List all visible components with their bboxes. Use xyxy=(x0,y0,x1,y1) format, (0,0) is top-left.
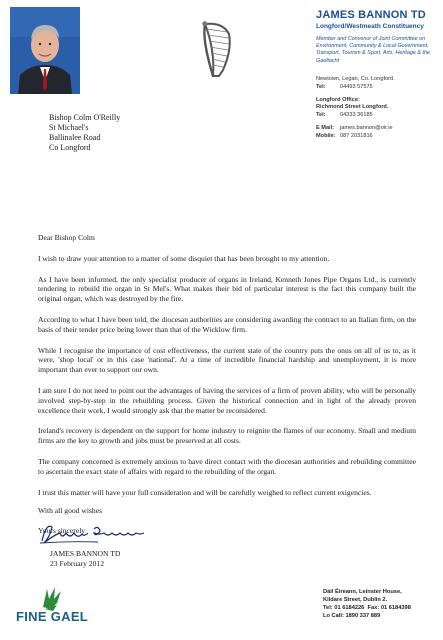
office-tel-line xyxy=(316,112,373,118)
harp-emblem-icon xyxy=(199,20,235,78)
email-label: E Mail: xyxy=(316,125,335,131)
dail-address-line-2: Kildare Street, Dublin 2. xyxy=(323,597,388,603)
home-address: Newtown, Legan, Co. Longford. xyxy=(316,76,395,82)
paragraph-6: Ireland's recovery is dependent on the support for home industry to reignite the flames of our economy. Small and medium firms are the key to growth and jobs must be preserved at all costs. xyxy=(38,426,416,446)
paragraph-2: As I have been informed, the only specialist producer of organs in Ireland, Kenneth Jones Pipe Organs Ltd., is currently tendering to rebuild the organ in St Mel's. What makes their bid of particular interest is the fact this company built the original organ, which was destroyed by the fire. xyxy=(38,274,416,304)
signer-name: JAMES BANNON TD xyxy=(50,549,121,558)
paragraph-4: While I recognise the importance of cost effectiveness, the current state of the country puts the onus on all of us to, as it were, 'shop local' or in this case 'national'. At a time of incredible financial hardship and unemployment, it is more important than ever to support our own. xyxy=(38,345,416,375)
email-line xyxy=(316,125,393,131)
email-address[interactable]: james.bannon@oir.ie xyxy=(340,125,393,131)
office-tel: 04333 36185 xyxy=(340,112,373,118)
td-name: JAMES BANNON TD xyxy=(316,9,426,21)
closing: Yours sincerely xyxy=(38,526,86,536)
paragraph-9: With all good wishes xyxy=(38,506,103,516)
dail-tel: 01 6184226 xyxy=(334,605,365,611)
dail-fax-label: Fax: xyxy=(367,605,380,611)
dail-address-line-1: Dáil Éireann, Leinster House, xyxy=(323,589,402,595)
mobile-label: Mobile: xyxy=(316,133,336,139)
recipient-line-3: Ballinalee Road xyxy=(49,133,101,142)
recipient-address xyxy=(49,113,120,153)
mobile-line xyxy=(316,133,373,139)
paragraph-7: The company concerned is extremely anxious to have direct contact with the diocesan authorities and rebuilding committee to ascertain the exact state of affairs with regard to the rebuilding of the organ. xyxy=(38,456,416,476)
locall-label: Lo Call: xyxy=(323,613,344,619)
home-tel: 04493 57575 xyxy=(340,84,373,90)
dail-fax: 01 6184398 xyxy=(380,605,411,611)
home-tel-label: Tel: xyxy=(316,84,326,90)
dail-tel-label: Tel: xyxy=(323,605,333,611)
recipient-line-4: Co Longford xyxy=(49,143,91,152)
recipient-line-1: Bishop Colm O'Reilly xyxy=(49,113,121,122)
paragraph-5: I am sure I do not need to point out the advantages of having the services of a firm of proven ability, who will be personally involved step-by-step in the rebuilding process. Given the historical connection and in light of the already proven excellence their work, I would strongly ask that the matter be reconsidered. xyxy=(38,385,416,415)
locall-number: 1890 337 889 xyxy=(345,613,381,619)
handwritten-signature xyxy=(38,521,148,545)
office-title: Longford Office: xyxy=(316,97,360,103)
recipient-line-2: St Michael's xyxy=(49,123,89,132)
dail-phone-line xyxy=(323,604,411,612)
paragraph-1: I wish to draw your attention to a matter of some disquiet that has been brought to my attention. xyxy=(38,253,330,263)
paragraph-3: According to what I have been told, the diocesan authorities are considering awarding the contract to an Italian firm, on the basis of their tender price being lower than that of the Wicklow firm. xyxy=(38,314,416,334)
signature-block xyxy=(50,549,120,569)
office-address: Richmond Street Longford. xyxy=(316,104,389,110)
constituency: Longford/Westmeath Constituency xyxy=(316,23,424,30)
dail-address xyxy=(323,588,411,620)
fine-gael-wordmark: FINE GAEL xyxy=(16,609,89,624)
office-tel-label: Tel: xyxy=(316,112,326,118)
dail-locall-line xyxy=(323,612,411,620)
letter-date: 23 February 2012 xyxy=(50,558,104,568)
salutation: Dear Bishop Colm xyxy=(38,233,95,242)
committee-roles: Member and Convenor of Joint Committee on Environment, Community & Local Government, Transport, Tourism & Sport, Arts, Heritage & the Gaeltacht xyxy=(316,36,430,64)
paragraph-8: I trust this matter will have your full consideration and will be carefully weighed to reflect current exigencies. xyxy=(38,487,372,497)
letter-body xyxy=(38,233,416,536)
home-tel-line xyxy=(316,84,373,90)
mobile-number: 087 2031816 xyxy=(340,133,373,139)
td-portrait-photo xyxy=(10,7,80,94)
